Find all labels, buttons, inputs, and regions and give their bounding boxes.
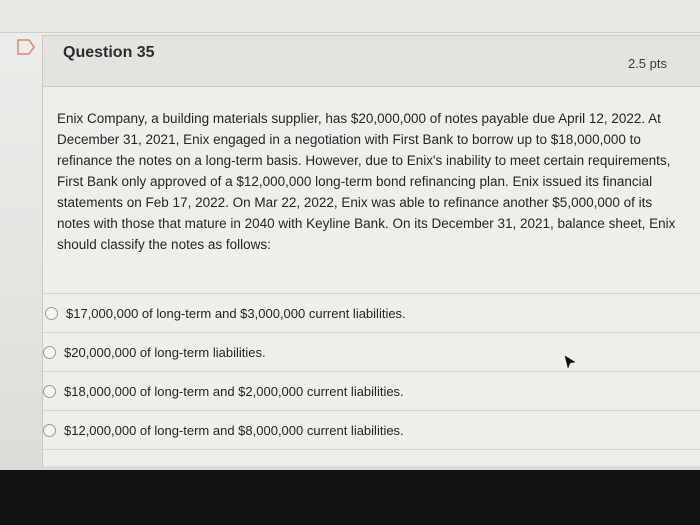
mouse-cursor-icon — [564, 355, 576, 369]
question-header — [43, 36, 700, 87]
radio-button[interactable] — [43, 346, 56, 359]
question-title: Question 35 — [63, 44, 155, 61]
radio-button[interactable] — [43, 424, 56, 437]
answer-label: $18,000,000 of long-term and $2,000,000 current liabilities. — [64, 383, 404, 399]
answer-option[interactable] — [43, 293, 700, 332]
question-card — [42, 35, 700, 466]
question-text: Enix Company, a building materials supplier, has $20,000,000 of notes payable due April 12, 2022. At December 31, 2021, Enix engaged in a negotiation with First Bank to borrow up to $18,000,000 to refinance the notes on a long-term basis. However, due to Enix's inability to meet certain requirements, First Bank only approved of a $12,000,000 long-term bond refinancing plan. Enix issued its financial statements on Feb 17, 2022. On Mar 22, 2022, Enix was able to refinance another $5,000,000 of its notes with those that mature in 2040 with Keyline Bank. On its December 31, 2021, balance sheet, Enix should classify the notes as follows: — [57, 111, 676, 252]
radio-button[interactable] — [43, 385, 56, 398]
top-strip — [0, 0, 700, 33]
answer-label: $12,000,000 of long-term and $8,000,000 current liabilities. — [64, 422, 404, 438]
answer-label: $17,000,000 of long-term and $3,000,000 current liabilities. — [66, 305, 406, 321]
answer-label: $20,000,000 of long-term liabilities. — [64, 344, 266, 360]
answer-option[interactable] — [43, 332, 700, 371]
answer-option[interactable] — [43, 371, 700, 410]
radio-button[interactable] — [45, 307, 58, 320]
monitor-bezel — [0, 470, 700, 525]
flag-icon[interactable] — [16, 38, 36, 56]
question-points: 2.5 pts — [627, 56, 667, 71]
answer-list — [43, 293, 700, 450]
answer-option[interactable] — [43, 410, 700, 450]
